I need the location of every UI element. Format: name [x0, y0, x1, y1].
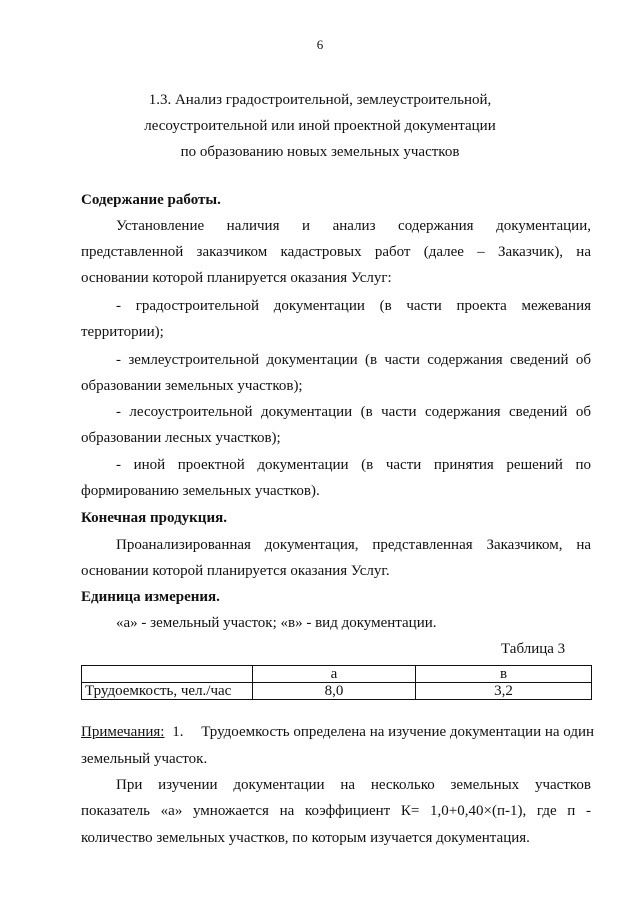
list-item-4-line-2: формированию земельных участков). [81, 483, 320, 499]
section-title-line-1: 1.3. Анализ градостроительной, землеустроительной, [148, 92, 492, 108]
notes-second-line-2: показатель «а» умножается на коэффициент К= 1,0+0,40×(п-1), где п - [81, 803, 591, 819]
list-item-3-line-2: образовании лесных участков); [81, 430, 281, 446]
table-header-cell: в [416, 666, 592, 683]
notes-line-2: земельный участок. [81, 751, 208, 767]
final-product-line-2: основании которой планируется оказания Услуг. [81, 563, 390, 579]
table-cell: 8,0 [253, 683, 416, 700]
notes-line-1 [81, 725, 594, 740]
table-header-row [82, 666, 592, 683]
labor-table [81, 665, 592, 700]
notes-first-text: Трудоемкость определена на изучение документации на один [201, 724, 595, 740]
notes-label: Примечания: [81, 724, 165, 740]
unit-heading: Единица измерения. [81, 589, 220, 605]
table-cell: Трудоемкость, чел./час [82, 683, 253, 700]
list-item-1-line-2: территории); [81, 324, 164, 340]
table-header-cell [82, 666, 253, 683]
page-number: 6 [316, 37, 324, 52]
list-item-4-line-1: - иной проектной документации (в части принятия решений по [116, 457, 591, 473]
section-title-line-3: по образованию новых земельных участков [180, 144, 460, 160]
list-item-3-line-1: - лесоустроительной документации (в части содержания сведений об [116, 404, 591, 420]
table-cell: 3,2 [416, 683, 592, 700]
notes-number: 1. [172, 724, 184, 740]
unit-text: «а» - земельный участок; «в» - вид документации. [116, 615, 437, 631]
list-item-2-line-1: - землеустроительной документации (в части содержания сведений об [116, 352, 591, 368]
final-product-heading: Конечная продукция. [81, 510, 227, 526]
intro-line-2: представленной заказчиком кадастровых работ (далее – Заказчик), на [81, 244, 591, 260]
table-header-cell: а [253, 666, 416, 683]
notes-second-line-1: При изучении документации на несколько земельных участков [116, 777, 591, 793]
section-title-line-2: лесоустроительной или иной проектной документации [144, 118, 496, 134]
final-product-line-1: Проанализированная документация, представленная Заказчиком, на [116, 537, 591, 553]
intro-line-3: основании которой планируется оказания Услуг: [81, 270, 392, 286]
notes-second-line-3: количество земельных участков, по которым изучается документация. [81, 830, 530, 846]
table-caption: Таблица 3 [501, 641, 566, 657]
list-item-1-line-1: - градостроительной документации (в части проекта межевания [116, 298, 591, 314]
intro-line-1: Установление наличия и анализ содержания документации, [116, 218, 591, 234]
list-item-2-line-2: образовании земельных участков); [81, 378, 303, 394]
content-heading: Содержание работы. [81, 192, 221, 208]
table-row [82, 683, 592, 700]
